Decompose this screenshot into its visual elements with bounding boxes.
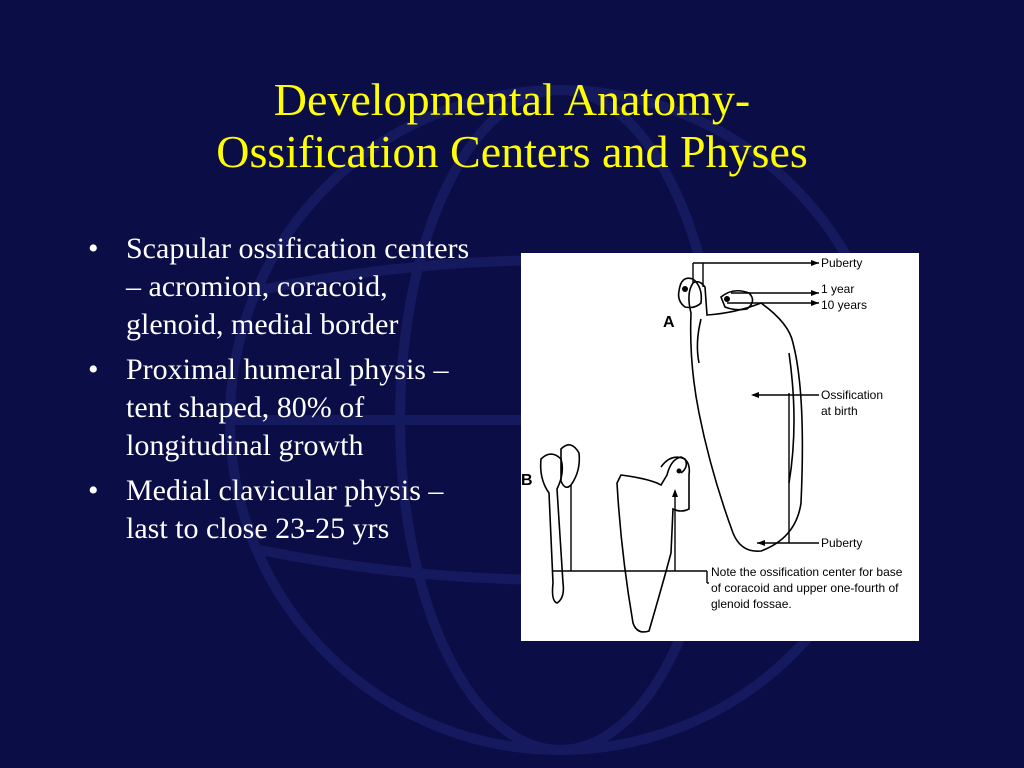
bullet-dot: •: [88, 474, 99, 507]
coracoid-b: [661, 457, 686, 473]
label-ossification-2: at birth: [821, 404, 858, 418]
bullet-item: [86, 472, 476, 548]
title-line-2: Ossification Centers and Physes: [216, 126, 808, 177]
slide-title: [0, 74, 1024, 178]
label-ossification-1: Ossification: [821, 388, 884, 402]
bullet-text: Medial clavicular physis – last to close 23-25 yrs: [126, 474, 444, 545]
bullet-item: [86, 351, 476, 465]
bullet-list: [86, 230, 476, 555]
scapula-b-process: [561, 445, 579, 487]
label-puberty-bottom: Puberty: [821, 536, 863, 550]
medial-border-a: [789, 353, 794, 483]
label-b: B: [521, 472, 533, 489]
title-line-1: Developmental Anatomy-: [273, 74, 751, 125]
bullet-text: Proximal humeral physis – tent shaped, 80% of longitudinal growth: [126, 353, 449, 462]
bullet-dot: •: [88, 232, 99, 265]
scapula-b-front: [617, 457, 689, 632]
bullet-dot: •: [88, 353, 99, 386]
glenoid-a: [697, 319, 701, 363]
label-ten-years: 10 years: [821, 298, 868, 312]
label-one-year: 1 year: [821, 282, 855, 296]
label-a: A: [663, 314, 675, 331]
scapula-b-side: [541, 454, 564, 603]
bullet-item: [86, 230, 476, 344]
scapula-a-outline: [689, 282, 802, 552]
label-puberty-top: Puberty: [821, 256, 863, 270]
note-line-2: of coracoid and upper one-fourth of: [711, 581, 899, 595]
bullet-text: Scapular ossification centers – acromion, coracoid, glenoid, medial border: [126, 232, 470, 341]
note-line-1: Note the ossification center for base: [711, 565, 903, 579]
scapula-ossification-diagram: [521, 253, 919, 641]
note-line-3: glenoid fossae.: [711, 597, 792, 611]
